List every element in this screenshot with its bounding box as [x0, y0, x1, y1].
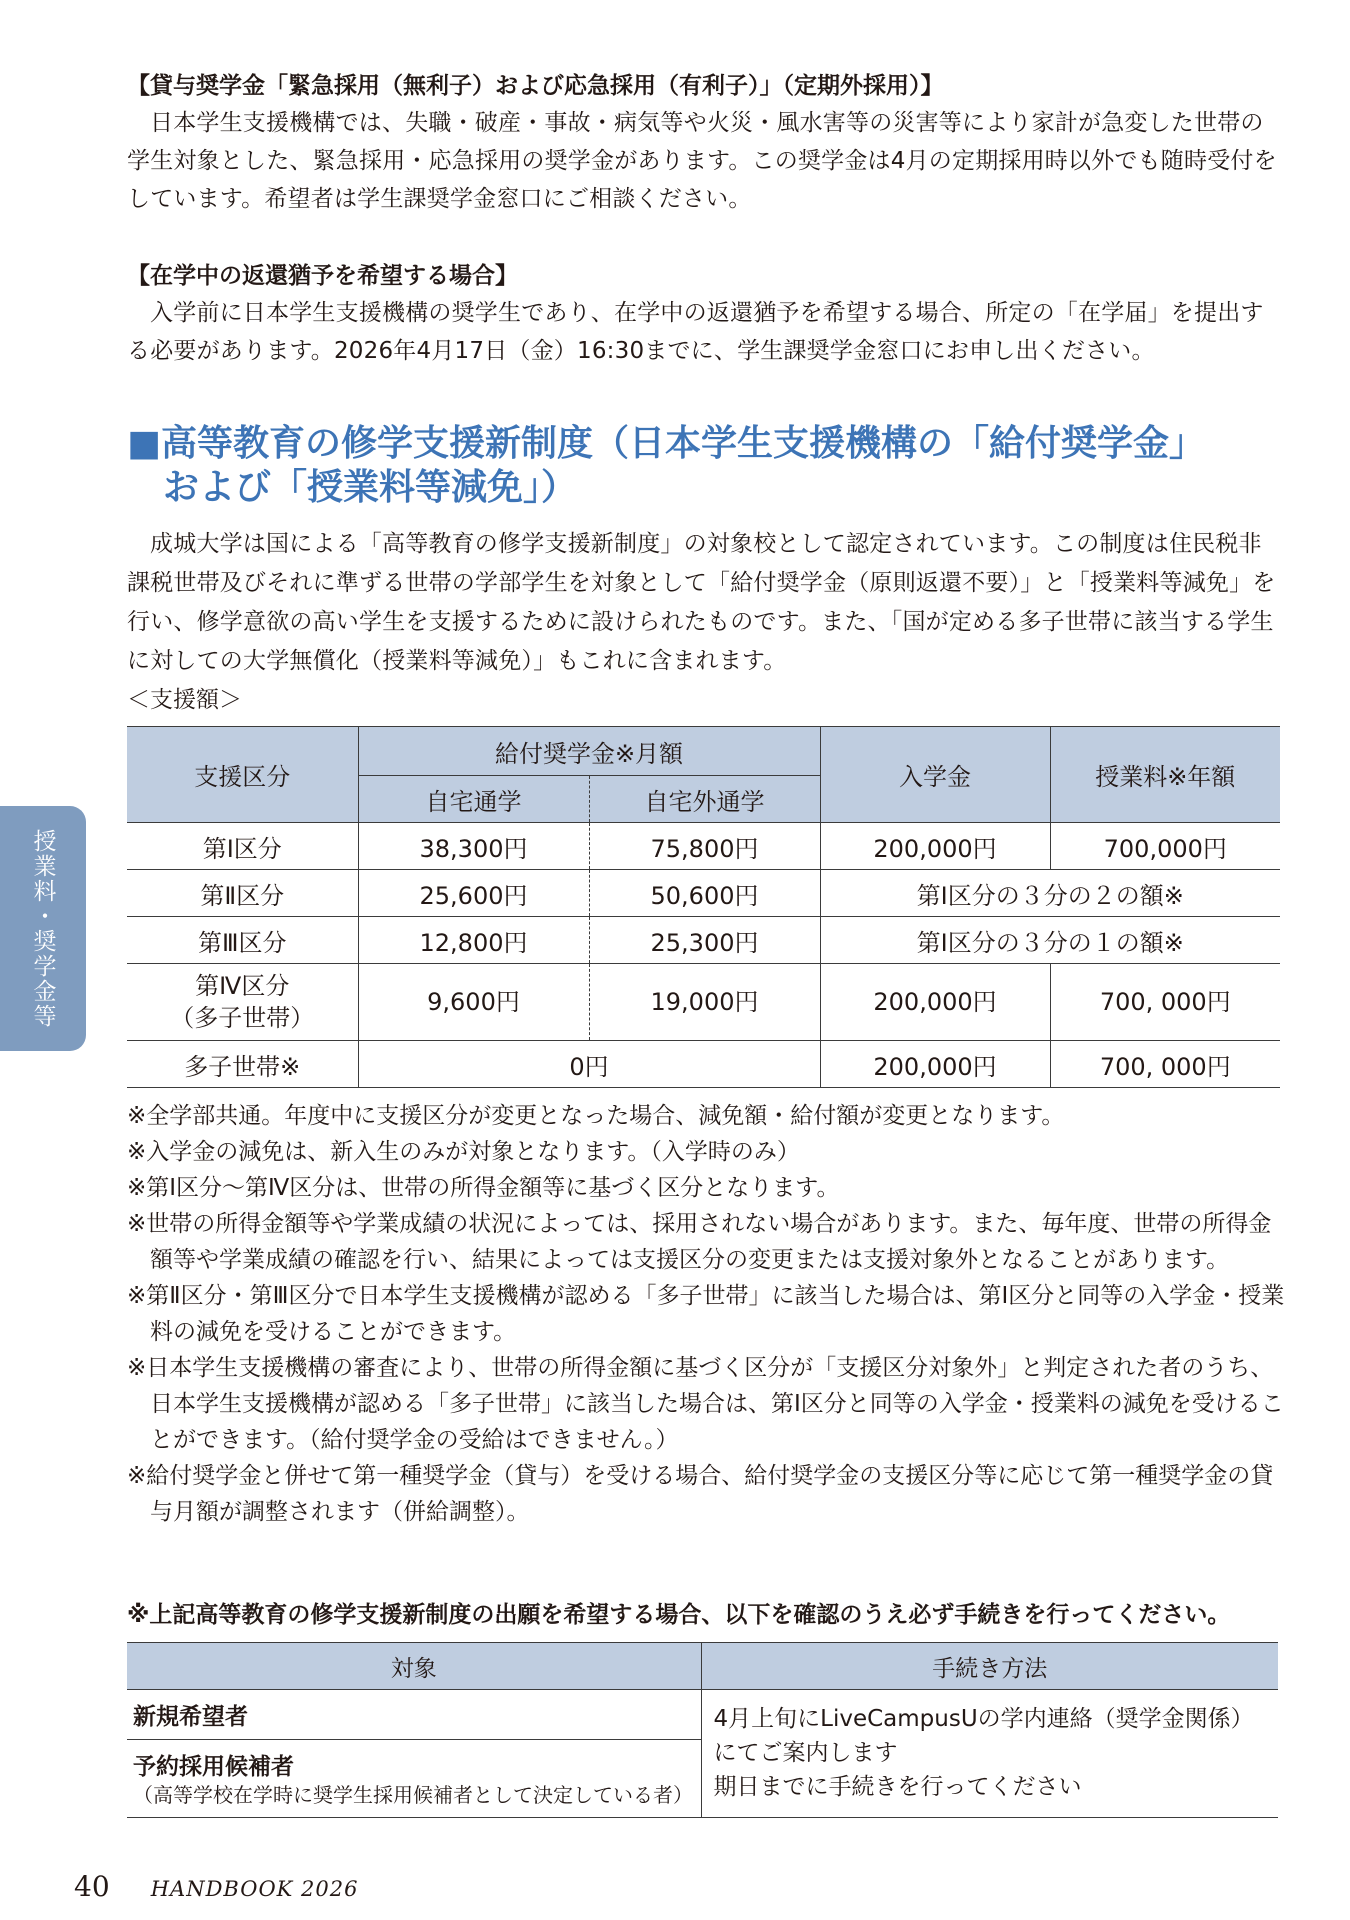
side-index-tab	[0, 806, 86, 1051]
row-admission: 200,000円	[820, 823, 1050, 870]
row-admission: 200,000円	[820, 1041, 1050, 1088]
header-tuition: 授業料※年額	[1050, 727, 1280, 823]
procedure-table	[127, 1642, 1278, 1818]
proc-target-reserve-label: 予約採用候補者	[133, 1754, 294, 1780]
intro-text: 成城大学は国による「高等教育の修学支援新制度」の対象校として認定されています。この制度は住民税非課税世帯及びそれに準ずる世帯の学部学生を対象として「給付奨学金（原則返還不要）」と「授業料等減免」を行い、修学意欲の高い学生を支援するために設けられたものです。また、「国が定める多子世帯に該当する学生に対しての大学無償化（授業料等減免）」もこれに含まれます。	[127, 531, 1276, 674]
proc-target-new: 新規希望者	[127, 1690, 701, 1740]
table-row	[127, 1041, 1280, 1088]
note-item: ※第Ⅰ区分～第Ⅳ区分は、世帯の所得金額等に基づく区分となります。	[127, 1175, 840, 1201]
row-home: 12,800円	[358, 917, 589, 964]
note-item: ※全学部共通。年度中に支援区分が変更となった場合、減免額・給付額が変更となります。	[127, 1103, 1065, 1129]
handbook-label: HANDBOOK 2026	[150, 1877, 359, 1901]
proc-header-method: 手続き方法	[701, 1643, 1278, 1690]
row-away: 25,300円	[589, 917, 820, 964]
row-tuition: 700, 000円	[1050, 1041, 1280, 1088]
procedure-heading: ※上記高等教育の修学支援新制度の出願を希望する場合、以下を確認のうえ必ず手続きを行ってください。	[127, 1602, 1231, 1628]
row-home: 25,600円	[358, 870, 589, 917]
header-home: 自宅通学	[358, 776, 589, 823]
row-home: 9,600円	[358, 964, 589, 1041]
page-footer	[74, 1870, 359, 1903]
table-label: ＜支援額＞	[127, 687, 242, 713]
row-category: 多子世帯※	[127, 1041, 358, 1088]
proc-method-line2: 期日までに手続きを行ってください	[713, 1774, 1082, 1800]
row-category: 第Ⅰ区分	[127, 823, 358, 870]
notes-list	[127, 1098, 1287, 1530]
proc-target-reserve-note: （高等学校在学時に奨学生採用候補者として決定している者）	[133, 1783, 693, 1807]
row-category	[127, 964, 358, 1041]
intro-block	[127, 525, 1277, 720]
row-tuition: 700, 000円	[1050, 964, 1280, 1041]
proc-header-target: 対象	[127, 1643, 701, 1690]
row-category: 第Ⅲ区分	[127, 917, 358, 964]
title-line-2: および「授業料等減免」）	[163, 467, 578, 508]
row-category: 第Ⅱ区分	[127, 870, 358, 917]
main-section-title	[127, 422, 1287, 510]
header-monthly: 給付奨学金※月額	[358, 727, 820, 776]
side-tab-label: 授業料・奨学金等	[29, 828, 56, 1029]
loan-heading: 【貸与奨学金「緊急採用（無利子）および応急採用（有利子）」（定期外採用）】	[127, 73, 944, 99]
loan-body: 日本学生支援機構では、失職・破産・事故・病気等や火災・風水害等の災害等により家計が急変した世帯の学生対象とした、緊急採用・応急採用の奨学金があります。この奨学金は4月の定期採用時以外でも随時受付をしています。希望者は学生課奨学金窓口にご相談ください。	[127, 110, 1277, 212]
row-away: 75,800円	[589, 823, 820, 870]
page-number: 40	[74, 1870, 110, 1903]
header-admission: 入学金	[820, 727, 1050, 823]
support-amount-table	[127, 726, 1280, 1088]
table-row	[127, 917, 1280, 964]
proc-method	[701, 1690, 1278, 1818]
row-category-line1: 第Ⅳ区分	[195, 972, 290, 1000]
row-tuition: 700,000円	[1050, 823, 1280, 870]
header-category: 支援区分	[127, 727, 358, 823]
row-admission: 200,000円	[820, 964, 1050, 1041]
note-item: ※日本学生支援機構の審査により、世帯の所得金額に基づく区分が「支援区分対象外」と判定された者のうち、日本学生支援機構が認める「多子世帯」に該当した場合は、第Ⅰ区分と同等の入学金・授業料の減免を受けることができます。（給付奨学金の受給はできません。）	[127, 1355, 1284, 1453]
row-monthly: 0円	[358, 1041, 820, 1088]
row-category-line2: （多子世帯）	[170, 1004, 315, 1032]
defer-body: 入学前に日本学生支援機構の奨学生であり、在学中の返還猶予を希望する場合、所定の「在学届」を提出する必要があります。2026年4月17日（金）16:30までに、学生課奨学金窓口にお申し出ください。	[127, 300, 1264, 364]
header-away: 自宅外通学	[589, 776, 820, 823]
table-row	[127, 964, 1280, 1041]
table-row	[127, 823, 1280, 870]
proc-method-line1: 4月上旬にLiveCampusUの学内連絡（奨学金関係）にてご案内します	[713, 1706, 1254, 1766]
title-line-1: ■高等教育の修学支援新制度（日本学生支援機構の「給付奨学金」	[127, 423, 1206, 464]
top-sections	[127, 68, 1277, 370]
note-item: ※入学金の減免は、新入生のみが対象となります。（入学時のみ）	[127, 1139, 800, 1165]
note-item: ※給付奨学金と併せて第一種奨学金（貸与）を受ける場合、給付奨学金の支援区分等に応じて第一種奨学金の貸与月額が調整されます（併給調整）。	[127, 1463, 1274, 1525]
row-away: 50,600円	[589, 870, 820, 917]
note-item: ※第Ⅱ区分・第Ⅲ区分で日本学生支援機構が認める「多子世帯」に該当した場合は、第Ⅰ区分と同等の入学金・授業料の減免を受けることができます。	[127, 1283, 1285, 1345]
table-row	[127, 870, 1280, 917]
row-away: 19,000円	[589, 964, 820, 1041]
row-home: 38,300円	[358, 823, 589, 870]
note-item: ※世帯の所得金額等や学業成績の状況によっては、採用されない場合があります。また、毎年度、世帯の所得金額等や学業成績の確認を行い、結果によっては支援区分の変更または支援対象外となることがあります。	[127, 1211, 1272, 1273]
proc-target-reserve	[127, 1740, 701, 1818]
defer-heading: 【在学中の返還猶予を希望する場合】	[127, 263, 518, 289]
row-merged: 第Ⅰ区分の３分の２の額※	[820, 870, 1280, 917]
row-merged: 第Ⅰ区分の３分の１の額※	[820, 917, 1280, 964]
